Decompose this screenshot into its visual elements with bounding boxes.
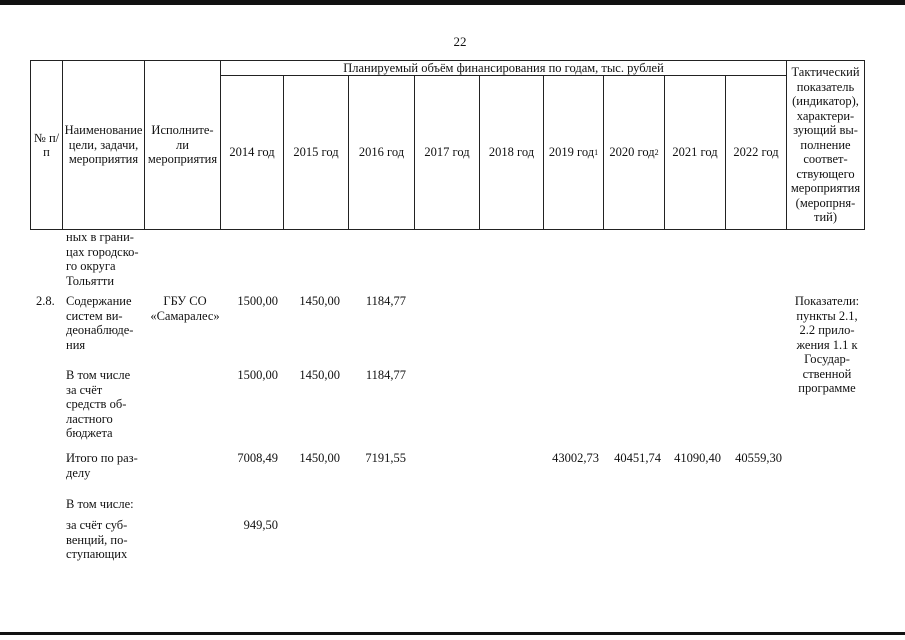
page-number: 22 <box>453 34 467 49</box>
item-2-8-2016: 1184,77 <box>365 294 406 308</box>
table-right-line <box>864 60 865 230</box>
total-2015: 1450,00 <box>299 451 340 465</box>
item-2-8-regional-name: В том числе за счёт средств об-ластного бюджета <box>66 368 131 440</box>
total-2019: 43002,73 <box>552 451 599 465</box>
total-2016: 7191,55 <box>365 451 406 465</box>
item-2-8-indicator: Показатели: пункты 2.1, 2.2 прило-жения 1.1 к Государ-ственной программе <box>794 294 860 395</box>
item-2-8-2014: 1500,00 <box>237 294 278 308</box>
header-year-2014: 2014 год <box>229 145 275 160</box>
total-2020: 40451,74 <box>614 451 661 465</box>
header-year-2016: 2016 год <box>358 145 405 160</box>
item-2-8-name: Содержание систем ви-деонаблюде-ния <box>66 294 134 352</box>
continuation-text: ных в грани-цах городско-го округа Тольятти <box>66 230 139 288</box>
subventions-name: за счёт суб-венций, по-ступающих <box>66 518 128 561</box>
header-year-2019: 2019 год 1 <box>548 145 599 160</box>
including-label: В том числе: <box>66 497 134 511</box>
item-2-8-num: 2.8. <box>36 294 55 308</box>
total-2014: 7008,49 <box>237 451 278 465</box>
total-2022: 40559,30 <box>735 451 782 465</box>
header-bottom-line <box>30 229 864 230</box>
top-border <box>0 0 905 5</box>
item-2-8-executor: ГБУ СО «Самаралес» <box>150 294 220 323</box>
total-name: Итого по раз-делу <box>66 451 138 480</box>
header-funding-group: Планируемый объём финансирования по годам, тыс. рублей <box>343 60 664 75</box>
header-year-2015: 2015 год <box>293 145 339 160</box>
header-year-2022: 2022 год <box>733 145 779 160</box>
header-year-2020: 2020 год 2 <box>609 145 659 160</box>
item-2-8-regional-2016: 1184,77 <box>365 368 406 382</box>
item-2-8-2015: 1450,00 <box>299 294 340 308</box>
total-2021: 41090,40 <box>674 451 721 465</box>
subventions-2014: 949,50 <box>243 518 278 532</box>
item-2-8-regional-2015: 1450,00 <box>299 368 340 382</box>
bottom-border <box>0 632 905 635</box>
header-year-2021: 2021 год <box>672 145 718 160</box>
header-name: Наименование цели, задачи, мероприятия <box>64 123 143 167</box>
header-executor: Исполните-ли мероприятия <box>147 123 218 167</box>
header-num: № п/п <box>33 130 60 159</box>
header-indicator: Тактический показатель (индикатор), характери-зующий вы-полнение соответ-ствующего мероприятия (меропрня-тий) <box>790 65 861 225</box>
header-year-2020-label: 2020 год <box>609 145 655 160</box>
item-2-8-regional-2014: 1500,00 <box>237 368 278 382</box>
header-year-2019-label: 2019 год <box>548 145 595 160</box>
header-year-2017: 2017 год <box>424 145 470 160</box>
header-year-2018: 2018 год <box>488 145 535 160</box>
